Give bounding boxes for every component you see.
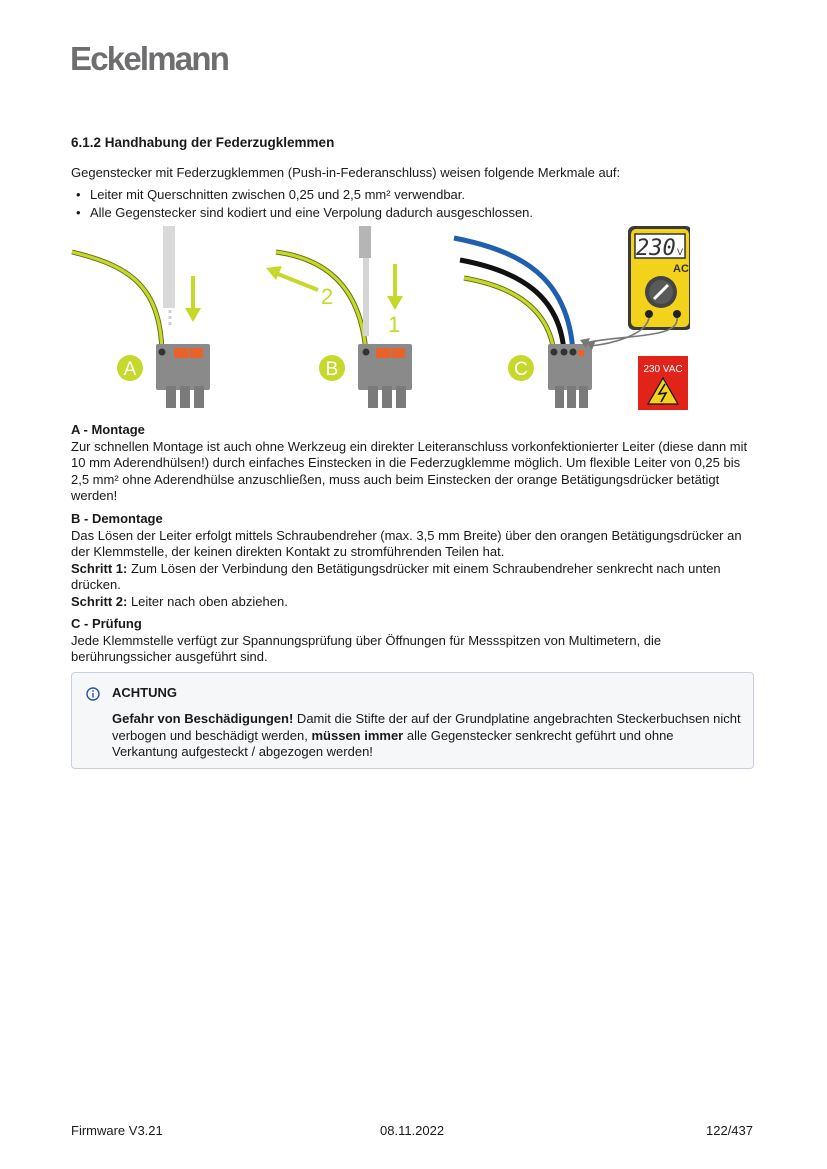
panel-a — [72, 226, 210, 408]
multimeter-icon — [628, 226, 690, 330]
footer-page-number: 122/437 — [706, 1123, 753, 1138]
section-c-title: C - Prüfung — [71, 616, 142, 631]
list-item: • Leiter mit Querschnitten zwischen 0,25 und 2,5 mm² verwendbar. — [71, 186, 533, 204]
warning-text — [112, 711, 742, 761]
step-1-label: 1 — [388, 312, 401, 337]
label-b: B — [325, 359, 339, 380]
section-a — [71, 422, 751, 505]
section-a-text: Zur schnellen Montage ist auch ohne Werkzeug ein direkter Leiteranschluss vorkonfektionierter Leiter (diese dann mit 10 mm Aderendhülsen!) durch einfaches Einstecken in die Federzugklemme möglich. Um flexible Leiter von 0,25 bis 2,5 mm² ohne Aderendhülse anzuschließen, muss auch beim Einstecken der orange Betätigungsdrücker betätigt werden! — [71, 438, 748, 503]
step1-text: Zum Lösen der Verbindung den Betätigungsdrücker mit einem Schraubendreher senkrecht nach unten drücken. — [71, 560, 721, 592]
label-c: C — [514, 359, 528, 380]
step-2-label: 2 — [321, 284, 334, 309]
section-b-step1 — [71, 561, 751, 594]
section-b-text: Das Lösen der Leiter erfolgt mittels Schraubendreher (max. 3,5 mm Breite) über den orangen Betätigungsdrücker an der Klemmstelle, der keinen direkten Kontakt zu stromführenden Teilen hat. — [71, 527, 742, 559]
section-c-text: Jede Klemmstelle verfügt zur Spannungsprüfung über Öffnungen für Messspitzen von Multimetern, die berührungssicher ausgeführt sind. — [71, 632, 662, 664]
step2-text: Leiter nach oben abziehen. — [127, 593, 288, 609]
warning-title: ACHTUNG — [112, 685, 177, 700]
connector-illustration — [70, 226, 690, 416]
panel-c — [454, 226, 690, 410]
warning-box — [71, 672, 754, 769]
company-logo: Eckelmann — [70, 40, 229, 77]
panel-b — [266, 226, 412, 408]
label-a: A — [123, 359, 137, 380]
footer-date: 08.11.2022 — [380, 1123, 445, 1138]
section-b-title: B - Demontage — [71, 511, 163, 526]
meter-display: 230 — [636, 236, 676, 261]
meter-unit: V — [677, 247, 684, 257]
voltage-sign-text: 230 VAC — [643, 364, 683, 375]
section-a-title: A - Montage — [71, 422, 145, 437]
step1-label: Schritt 1: — [71, 560, 128, 576]
section-b-step2 — [71, 594, 751, 611]
list-item: • Alle Gegenstecker sind kodiert und eine Verpolung dadurch ausgeschlossen. — [71, 204, 533, 222]
section-b — [71, 511, 751, 610]
warning-bold-lead: Gefahr von Beschädigungen! — [112, 711, 294, 726]
warning-bold-mid: müssen immer — [311, 727, 404, 743]
intro-text: Gegenstecker mit Federzugklemmen (Push-in-Federanschluss) weisen folgende Merkmale auf: — [71, 165, 621, 180]
info-icon — [86, 687, 100, 701]
section-title: 6.1.2 Handhabung der Federzugklemmen — [71, 135, 335, 150]
footer-firmware: Firmware V3.21 — [71, 1123, 163, 1138]
warning-text-2: alle Gegenstecker senkrecht geführt und ohne Verkantung aufgesteckt / abgezogen werden! — [112, 727, 674, 759]
feature-list — [71, 186, 533, 222]
voltage-warning-sign — [638, 356, 688, 410]
section-c — [71, 616, 751, 666]
warning-text-1: Damit die Stifte der auf der Grundplatine angebrachten Steckerbuchsen nicht verbogen und beschädigt werden, — [112, 711, 741, 743]
step2-label: Schritt 2: — [71, 593, 128, 609]
meter-mode: AC — [673, 263, 689, 275]
